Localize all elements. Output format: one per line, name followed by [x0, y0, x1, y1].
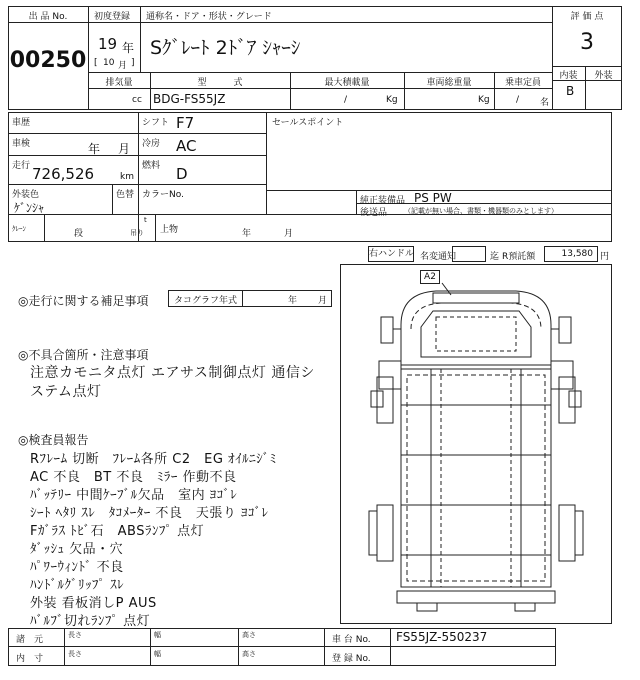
max-load-unit: Kg	[386, 95, 398, 105]
registration-month-unit: 月	[118, 61, 128, 71]
inspector-line: ﾊﾟﾜｰｳｨﾝﾄﾞ 不良	[30, 560, 124, 575]
color-value: ｹﾞﾝｼｬ	[14, 201, 45, 215]
interior-width-label: 幅	[154, 650, 161, 658]
crane-steps-unit: 段	[74, 229, 84, 239]
fuel-value: D	[176, 165, 188, 183]
tachograph-year-unit: 年	[288, 296, 298, 306]
crane-tons-unit: t	[144, 216, 147, 224]
interior-length-label: 長さ	[68, 650, 82, 658]
standard-equipment-value: PS PW	[414, 191, 452, 205]
upper-body-year-unit: 年	[242, 229, 252, 239]
inspector-line: ﾊﾞﾙﾌﾞ切れﾗﾝﾌﾟ 点灯	[30, 614, 151, 629]
defects-line: ステム点灯	[30, 384, 102, 400]
driving-notes-title: ◎走行に関する補足事項	[18, 294, 149, 308]
recycle-deposit-value: 13,580	[544, 246, 598, 262]
gross-weight-label: 車両総重量	[426, 78, 472, 88]
exterior-grade-label: 外装	[594, 71, 613, 81]
inspector-line: ｼｰﾄ ﾍﾀﾘ ｽﾚ ﾀｺﾒｰﾀｰ 不良 天張り ﾖｺﾞﾚ	[30, 506, 269, 521]
registration-month: 10	[103, 58, 115, 68]
inspection-label: 車検	[12, 139, 31, 149]
damage-marker-a2: A2	[420, 270, 440, 284]
capacity-separator: /	[516, 95, 520, 105]
name-change-box	[452, 246, 486, 262]
defects-line: 注意カモニタ点灯 エアサス制御点灯 通信シ	[30, 365, 315, 381]
aftermarket-label: 後送品	[360, 208, 388, 218]
month-bracket-open: [	[94, 58, 98, 68]
model-description-label: 通称名・ドア・形状・グレード	[146, 12, 272, 22]
displacement-unit: cc	[132, 95, 142, 105]
inspector-report-title: ◎検査員報告	[18, 433, 89, 447]
name-change-label: 名変通知	[420, 252, 457, 262]
aftermarket-note: （記載が無い場合、書類・機器類のみとします）	[404, 207, 558, 215]
registration-year-unit: 年	[122, 41, 135, 55]
width-label: 幅	[154, 631, 161, 639]
inspector-line: ﾊﾝﾄﾞﾙｸﾞﾘｯﾌﾟ ｽﾚ	[30, 578, 125, 593]
ac-label: 冷房	[142, 139, 161, 149]
color-code-label: カラーNo.	[142, 190, 184, 200]
mileage-unit: km	[120, 172, 134, 182]
inspector-line: 外装 看板消しP AUS	[30, 596, 157, 611]
upper-body-label: 上物	[160, 225, 179, 235]
model-code-label: 型 式	[197, 78, 243, 88]
recycle-deposit-label: R預託額	[502, 252, 536, 262]
crane-label: ｸﾚｰﾝ	[12, 225, 26, 233]
sales-point-label: セールスポイント	[272, 118, 344, 128]
vehicle-diagram-frame	[340, 264, 612, 624]
right-hand-drive-box: 右ハンドル	[368, 246, 414, 262]
inspector-line: AC 不良 BT 不良 ﾐﾗｰ 作動不良	[30, 470, 237, 485]
length-label: 長さ	[68, 631, 82, 639]
grade-label: 評 価 点	[570, 12, 604, 22]
model-code: BDG-FS55JZ	[153, 92, 226, 106]
truck-chassis-diagram	[341, 265, 611, 623]
height-label: 高さ	[242, 631, 256, 639]
inspection-year-unit: 年	[88, 142, 101, 156]
color-change-label: 色替	[116, 190, 135, 200]
inspector-line: Rﾌﾚｰﾑ 切断 ﾌﾚｰﾑ各所 C2 EG ｵｲﾙﾆｼﾞﾐ	[30, 452, 277, 467]
gross-weight-unit: Kg	[478, 95, 490, 105]
lot-number: 00250	[9, 48, 87, 73]
max-load-separator: /	[344, 95, 348, 105]
registration-number-label: 登 録 No.	[332, 654, 371, 664]
chassis-number: FS55JZ-550237	[396, 630, 488, 644]
interior-grade-label: 内装	[559, 71, 578, 81]
standard-equipment-label: 純正装備品	[360, 196, 406, 206]
grade-value: 3	[580, 30, 594, 55]
inspector-line: Fｶﾞﾗｽ ﾄﾋﾞ石 ABSﾗﾝﾌﾟ 点灯	[30, 524, 205, 539]
inspector-line: ﾀﾞｯｼｭ 欠品・穴	[30, 542, 124, 557]
registration-year: 19	[98, 35, 118, 53]
dimensions-label: 諸 元	[16, 635, 44, 645]
fuel-label: 燃料	[142, 161, 161, 171]
history-label: 車歴	[12, 118, 31, 128]
first-registration-label: 初度登録	[94, 12, 131, 22]
max-load-label: 最大積載量	[324, 78, 370, 88]
upper-body-month-unit: 月	[284, 229, 294, 239]
inspector-line: ﾊﾞｯﾃﾘｰ 中間ｹｰﾌﾞﾙ欠品 室内 ﾖｺﾞﾚ	[30, 488, 238, 503]
ac-value: AC	[176, 137, 197, 155]
tachograph-month-unit: 月	[318, 296, 328, 306]
deadline-label: 迄	[490, 252, 500, 262]
recycle-deposit-unit: 円	[600, 252, 610, 262]
mileage-label: 走行	[12, 161, 31, 171]
interior-dimensions-label: 内 寸	[16, 654, 44, 664]
capacity-label: 乗車定員	[504, 78, 541, 88]
crane-lifting-label: 吊り	[130, 229, 144, 237]
interior-grade: B	[566, 84, 575, 98]
mileage-value: 726,526	[32, 165, 95, 183]
color-label: 外装色	[12, 190, 40, 200]
lot-number-label: 出 品 No.	[28, 12, 68, 22]
interior-height-label: 高さ	[242, 650, 256, 658]
inspection-month-unit: 月	[118, 142, 131, 156]
month-bracket-close: ]	[131, 58, 135, 68]
defects-title: ◎不具合箇所・注意事項	[18, 348, 149, 362]
details-frame	[8, 112, 612, 242]
chassis-number-label: 車 台 No.	[332, 635, 371, 645]
displacement-label: 排気量	[105, 78, 133, 88]
shift-value: F7	[176, 114, 195, 132]
vehicle-description: Sｸﾞﾚｰﾄ 2ﾄﾞｱ ｼｬｰｼ	[150, 37, 301, 59]
tachograph-label: タコグラフ年式	[174, 296, 238, 306]
shift-label: シフト	[142, 118, 170, 128]
capacity-unit: 名	[540, 98, 550, 108]
